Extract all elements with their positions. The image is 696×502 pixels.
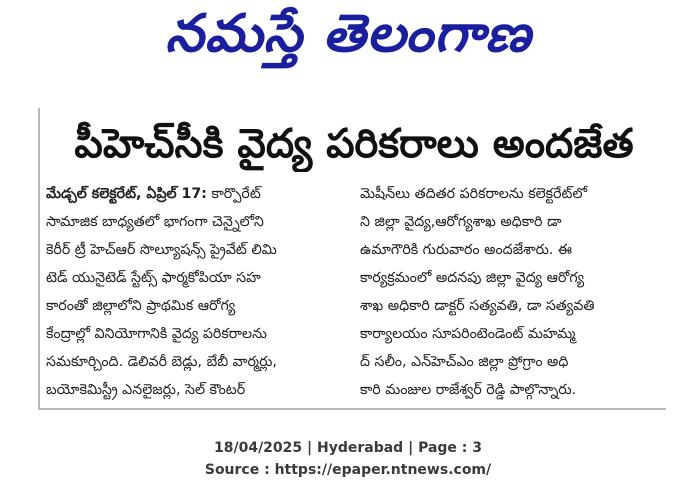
article-line: టెడ్ యునైటెడ్ స్టేట్స్ ఫార్మకోపియా సహ: [46, 270, 261, 286]
article-line: ని జిల్లా వైద్య,ఆరోగ్యశాఖ అధికారి డా: [360, 214, 562, 230]
article-line: కార్యాలయం సూపరింటెండెంట్ మహమ్మ: [360, 326, 576, 342]
footer-date-edition-page: 18/04/2025 | Hyderabad | Page : 3: [213, 440, 483, 456]
article-line: శాఖ అధికారి డాక్టర్ సత్యవతి, డా సత్యవతి: [360, 298, 595, 314]
article-line: కార్యక్రమంలో అదనపు జిల్లా వైద్య ఆరోగ్య: [360, 270, 585, 286]
article-line-text: కార్పొరేట్: [211, 186, 261, 202]
footer-source-link[interactable]: Source : https://epaper.ntnews.com/: [204, 462, 492, 478]
masthead: [0, 0, 696, 80]
article-line: [46, 180, 342, 208]
article-line: కారంతో జిల్లాలోని ప్రాథమిక ఆరోగ్య: [46, 298, 236, 314]
article-headline: పీహెచ్‌సీకి వైద్య పరికరాలు అందజేత: [74, 121, 634, 167]
article-line: బయోకెమిస్ట్రీ ఎనలైజర్లు, సెల్ కౌంటర్: [46, 382, 246, 398]
article-column-right: [360, 180, 656, 404]
article-line: కెరీర్ ట్రీ హెచ్ఆర్ సొల్యూషన్స్ ప్రైవేట్ లిమి: [46, 242, 277, 258]
article-line: సమకూర్చింది. డెలివరీ బెడ్లు, బేబీ వార్మర్లు,: [46, 354, 277, 370]
article-line: ఉమాగౌరికి గురువారం అందజేశారు. ఈ: [360, 242, 573, 258]
article-column-left: [46, 180, 342, 404]
article-line: కారి మంజుల రాజేశ్వర్ రెడ్డి పాల్గొన్నారు.: [360, 382, 577, 398]
article-line: మెషీన్‌లు తదితర పరికరాలను కలెక్టరేట్‌లో: [360, 186, 588, 202]
article-line: ద్ సలీం, ఎన్‌హెచ్ఎం జిల్లా ప్రోగ్రాం అధి: [360, 354, 569, 370]
article-line: కేంద్రాల్లో వినియోగానికి వైద్య పరికరాలను: [46, 326, 267, 342]
article-dateline: మేడ్చల్ కలెక్టరేట్, ఏప్రిల్ 17:: [46, 186, 207, 202]
article-line: సామాజిక బాధ్యతలో భాగంగా చెన్నైలోని: [46, 214, 264, 230]
newspaper-logo: నమస్తే తెలంగాణ: [164, 3, 532, 64]
